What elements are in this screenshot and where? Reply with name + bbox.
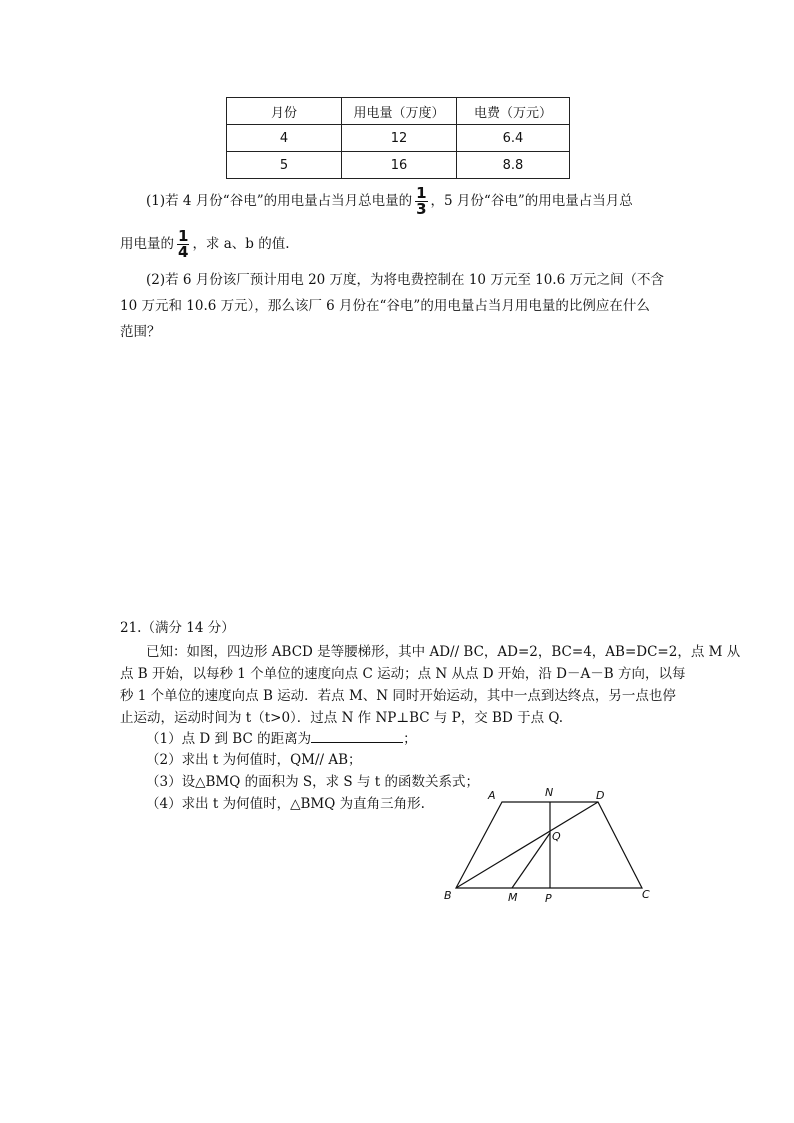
problem-21-line2: 点 B 开始，以每秒 1 个单位的速度向点 C 运动；点 N 从点 D 开始，沿 D－A－B 方向，以每 xyxy=(120,666,686,682)
label-a: A xyxy=(488,789,496,802)
q2-line2: 10 万元和 10.6 万元），那么该厂 6 月份在“谷电”的用电量占当月用电量的比例应在什么 xyxy=(120,298,650,314)
label-m: M xyxy=(508,891,518,904)
table-cell: 5 xyxy=(227,152,342,179)
subquestion-3: （3）设△BMQ 的面积为 S，求 S 与 t 的函数关系式； xyxy=(146,774,479,790)
fraction-numerator: 1 xyxy=(178,227,189,245)
fraction-denominator: 4 xyxy=(178,243,189,261)
fraction-one-quarter xyxy=(177,229,189,260)
table-cell: 4 xyxy=(227,125,342,152)
subquestion-1 xyxy=(146,728,417,749)
fraction-one-third xyxy=(415,186,427,217)
trapezoid-figure xyxy=(430,780,670,910)
q1-line1 xyxy=(146,186,633,217)
table-header-row xyxy=(227,98,570,125)
electricity-table xyxy=(226,97,570,179)
trapezoid-abcd xyxy=(456,802,642,888)
problem-21-line4: 止运动，运动时间为 t（t>0）．过点 N 作 NP⊥BC 与 P，交 BD 于点 Q. xyxy=(120,710,564,726)
label-n: N xyxy=(545,786,554,799)
segment-bd xyxy=(456,802,598,888)
q1-text-a: (1)若 4 月份“谷电”的用电量占当月总电量的 xyxy=(146,193,413,209)
fraction-numerator: 1 xyxy=(416,184,427,202)
problem-21-line1: 已知：如图，四边形 ABCD 是等腰梯形，其中 AD// BC，AD=2，BC=4，AB=DC=2，点 M 从 xyxy=(146,644,741,660)
q2-line3: 范围？ xyxy=(120,324,161,340)
answer-blank[interactable] xyxy=(311,728,403,743)
subquestion-4: （4）求出 t 为何值时，△BMQ 为直角三角形. xyxy=(146,796,425,812)
table-row xyxy=(227,125,570,152)
segment-mq xyxy=(512,833,550,888)
table-cell: 16 xyxy=(342,152,457,179)
label-b: B xyxy=(444,889,452,902)
problem-21-line3: 秒 1 个单位的速度向点 B 运动．若点 M、N 同时开始运动，其中一点到达终点，另一点也停 xyxy=(120,688,676,704)
subquestion-1-end: ； xyxy=(403,731,417,747)
label-p: P xyxy=(545,892,552,905)
fraction-denominator: 3 xyxy=(416,200,427,218)
label-d: D xyxy=(596,789,605,802)
q1-text-b: ，5 月份“谷电”的用电量占当月总 xyxy=(430,193,633,209)
problem-21-heading: 21.（满分 14 分） xyxy=(120,620,235,636)
table-header-cell: 用电量（万度） xyxy=(342,98,457,125)
subquestion-1-text: （1）点 D 到 BC 的距离为 xyxy=(146,731,312,747)
label-c: C xyxy=(642,888,650,901)
table-row xyxy=(227,152,570,179)
subquestion-2: （2）求出 t 为何值时，QM// AB； xyxy=(146,752,362,768)
q1-text-d: ，求 a、b 的值. xyxy=(192,236,290,252)
table-cell: 12 xyxy=(342,125,457,152)
label-q: Q xyxy=(552,830,561,843)
q2-line1: (2)若 6 月份该厂预计用电 20 万度，为将电费控制在 10 万元至 10.6 万元之间（不含 xyxy=(146,272,664,288)
q1-line2 xyxy=(120,229,290,260)
table-cell: 8.8 xyxy=(457,152,570,179)
table-header-cell: 月份 xyxy=(227,98,342,125)
table-header-cell: 电费（万元） xyxy=(457,98,570,125)
table-cell: 6.4 xyxy=(457,125,570,152)
q1-text-c: 用电量的 xyxy=(120,236,174,252)
